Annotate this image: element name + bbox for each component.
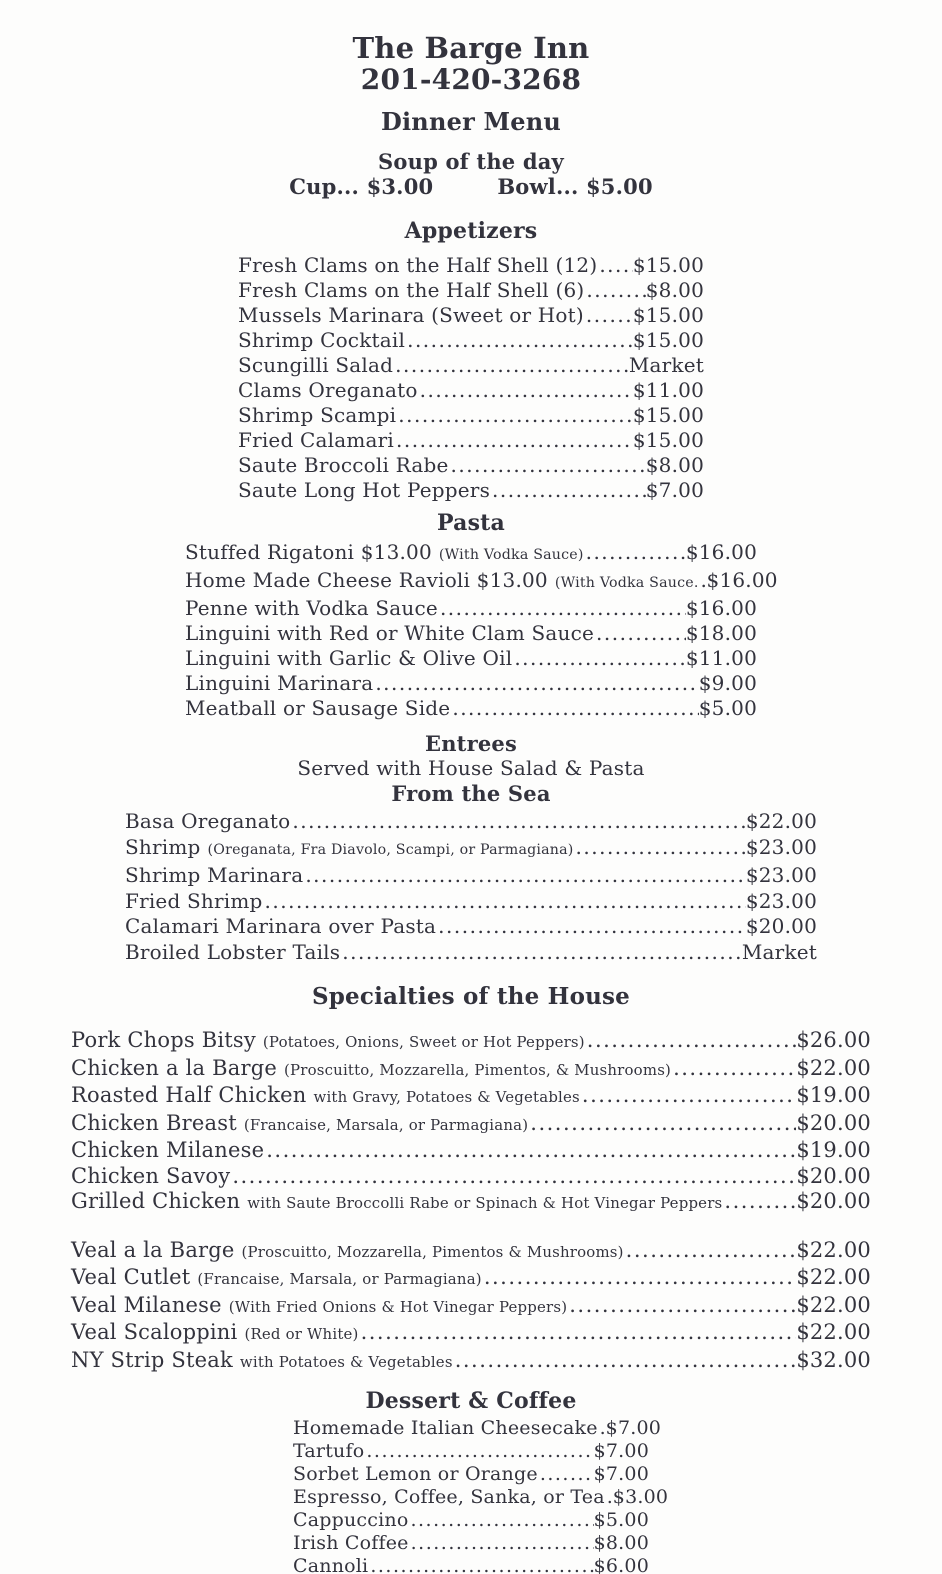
dot-leader — [396, 403, 633, 428]
dot-leader — [418, 378, 633, 403]
menu-item-name: Home Made Cheese Ravioli $13.00 — [185, 568, 548, 592]
menu-item-row — [238, 453, 704, 478]
menu-item-price: $15.00 — [632, 303, 704, 327]
menu-item-row — [71, 1348, 871, 1376]
dot-leader — [580, 1083, 796, 1109]
menu-item-row — [71, 1083, 871, 1111]
menu-item-row — [293, 1417, 662, 1440]
dot-leader — [567, 1293, 796, 1319]
menu-item-row — [293, 1532, 649, 1555]
menu-item-row — [71, 1320, 871, 1348]
menu-item-price: $23.00 — [745, 834, 817, 859]
menu-item-row — [185, 540, 757, 568]
menu-item-price: $22.00 — [796, 1320, 871, 1344]
section-dessert — [0, 1388, 942, 1574]
menu-item-note: (Francaise, Marsala, or Parmagiana) — [243, 1115, 529, 1134]
menu-item-row — [293, 1440, 649, 1463]
menu-item-note: with Potatoes & Vegetables — [239, 1352, 453, 1371]
menu-item-price: $32.00 — [796, 1347, 871, 1372]
menu-item-name: Sorbet Lemon or Orange — [293, 1463, 538, 1485]
soup-cup-label: Cup... — [289, 174, 360, 199]
menu-item-row — [71, 1293, 871, 1321]
menu-item-row — [71, 1111, 871, 1139]
menu-item-price: $7.00 — [593, 1463, 649, 1485]
menu-item-price: $15.00 — [632, 253, 704, 277]
menu-header — [0, 32, 942, 136]
menu-item-row — [71, 1056, 871, 1084]
menu-item-price: $19.00 — [796, 1138, 871, 1162]
dot-leader — [574, 835, 746, 861]
dot-leader — [453, 1348, 797, 1374]
menu-item-row — [185, 621, 757, 646]
menu-item-row — [293, 1509, 649, 1532]
menu-item-row — [293, 1463, 649, 1486]
menu-item-row — [71, 1189, 871, 1217]
menu-item-name: Linguini Marinara — [185, 671, 374, 695]
menu-item-name: Shrimp Scampi — [238, 403, 397, 427]
menu-item-row — [238, 428, 704, 453]
dot-leader — [340, 940, 742, 966]
menu-item-price: $8.00 — [645, 453, 704, 477]
menu-item-name: Shrimp Marinara — [125, 863, 304, 887]
dot-leader — [364, 1440, 593, 1463]
dot-leader — [373, 671, 698, 696]
menu-item-name: Veal a la Barge — [71, 1237, 235, 1262]
specialties-heading: Specialties of the House — [311, 983, 631, 1010]
dot-leader — [594, 621, 686, 646]
menu-item-name: Linguini with Red or White Clam Sauce — [185, 621, 595, 645]
dot-leader — [671, 1056, 796, 1082]
menu-item-name: Irish Coffee — [293, 1532, 409, 1554]
menu-item-row — [125, 940, 817, 966]
restaurant-name: The Barge Inn — [352, 31, 590, 65]
dot-leader — [409, 1532, 594, 1555]
menu-item-row — [125, 863, 817, 889]
menu-item-price: $16.00 — [685, 540, 757, 564]
menu-item-note: (Potatoes, Onions, Sweet or Hot Peppers) — [262, 1033, 585, 1051]
menu-item-price: $22.00 — [796, 1292, 871, 1317]
menu-item-note: with Saute Broccolli Rabe or Spinach & Hot Vinegar Peppers — [247, 1194, 723, 1212]
menu-item-row — [293, 1555, 649, 1574]
menu-item-name: Basa Oreganato — [125, 809, 291, 833]
menu-item-name: NY Strip Steak — [71, 1347, 233, 1372]
menu-item-name: Cappuccino — [293, 1509, 409, 1531]
menu-item-price: $18.00 — [685, 621, 757, 645]
menu-item-row — [125, 809, 817, 835]
menu-item-row — [71, 1164, 871, 1190]
menu-item-name: Fried Shrimp — [125, 888, 263, 913]
menu-item-row — [238, 303, 704, 328]
menu-item-price: $7.00 — [593, 1440, 649, 1462]
dot-leader — [359, 1320, 797, 1346]
menu-item-price: $5.00 — [698, 696, 757, 720]
dessert-heading: Dessert & Coffee — [365, 1388, 577, 1414]
menu-item-row — [71, 1028, 871, 1056]
pasta-heading: Pasta — [436, 510, 505, 536]
menu-item-row — [238, 353, 704, 378]
menu-item-price: $6.00 — [593, 1555, 649, 1574]
menu-item-name: Fried Calamari — [238, 428, 395, 452]
appetizers-list — [238, 253, 704, 503]
dot-leader — [584, 303, 633, 328]
dot-leader — [528, 1111, 796, 1137]
menu-item-name: Grilled Chicken — [71, 1189, 241, 1213]
menu-item-row — [238, 278, 704, 303]
specialties-house-list — [71, 1028, 871, 1217]
menu-item-row — [185, 671, 757, 696]
menu-item-note: (With Vodka Sauce. — [554, 575, 699, 591]
menu-item-price: Market — [628, 353, 704, 377]
menu-item-price: $19.00 — [796, 1083, 871, 1107]
dot-leader — [585, 1028, 797, 1054]
menu-item-price: $8.00 — [645, 278, 704, 302]
dot-leader — [490, 478, 646, 503]
menu-item-row — [125, 835, 817, 864]
menu-item-row — [71, 1265, 871, 1293]
menu-item-name: Homemade Italian Cheesecake — [293, 1417, 598, 1439]
section-pasta — [0, 510, 942, 721]
menu-item-price: $22.00 — [745, 809, 817, 833]
menu-item-row — [238, 253, 704, 278]
menu-item-note: (With Vodka Sauce) — [438, 547, 584, 563]
menu-item-name: Fresh Clams on the Half Shell (12) — [238, 253, 598, 277]
menu-item-name: Scungilli Salad — [238, 353, 394, 377]
dot-leader — [408, 1509, 593, 1532]
dot-leader — [722, 1189, 796, 1215]
dot-leader — [264, 1138, 796, 1164]
menu-item-row — [238, 403, 704, 428]
section-entrees — [0, 731, 942, 965]
menu-item-price: $22.00 — [796, 1237, 871, 1262]
menu-item-name: Chicken Breast — [71, 1110, 237, 1135]
menu-item-row — [238, 478, 704, 503]
menu-item-row — [185, 646, 757, 671]
menu-item-price: $23.00 — [745, 863, 817, 887]
menu-item-name: Saute Long Hot Peppers — [238, 478, 491, 502]
menu-item-note: (Red or White) — [244, 1325, 359, 1343]
menu-item-price: $11.00 — [632, 378, 704, 402]
menu-title: Dinner Menu — [380, 107, 562, 136]
menu-item-price: $16.00 — [685, 596, 757, 620]
menu-item-name: Mussels Marinara (Sweet or Hot) — [238, 303, 584, 327]
menu-item-name: Broiled Lobster Tails — [125, 939, 341, 964]
dot-leader — [438, 596, 686, 621]
menu-item-note: (With Fried Onions & Hot Vinegar Peppers) — [228, 1297, 568, 1316]
dot-leader — [230, 1164, 796, 1190]
dot-leader — [597, 253, 632, 278]
soup-bowl-label: Bowl... — [497, 174, 579, 199]
menu-item-name: Pork Chops Bitsy — [71, 1028, 256, 1052]
soup-cup-price: $3.00 — [366, 174, 434, 199]
soup-bowl-price: $5.00 — [586, 174, 653, 199]
pasta-list — [185, 540, 778, 721]
menu-item-name: Veal Cutlet — [71, 1265, 191, 1289]
section-specialties — [0, 983, 942, 1375]
menu-item-row — [238, 328, 704, 353]
dot-leader — [605, 1486, 613, 1509]
menu-item-name: Chicken Milanese — [71, 1138, 265, 1162]
menu-item-note: (Proscuitto, Mozzarella, Pimentos & Mushrooms) — [241, 1242, 624, 1261]
menu-item-price: Market — [741, 939, 817, 964]
dot-leader — [699, 568, 707, 593]
menu-item-name: Chicken Savoy — [71, 1163, 231, 1188]
soup-option-cup — [289, 174, 433, 200]
menu-item-row — [185, 568, 778, 596]
menu-item-name: Saute Broccoli Rabe — [238, 453, 449, 477]
dot-leader — [538, 1463, 594, 1486]
menu-item-row — [71, 1138, 871, 1164]
dot-leader — [598, 1417, 606, 1440]
menu-item-name: Cannoli — [293, 1555, 369, 1574]
menu-item-price: $15.00 — [632, 428, 704, 452]
menu-item-row — [185, 696, 757, 721]
menu-item-note: (Francaise, Marsala, or Parmagiana) — [197, 1270, 482, 1288]
menu-item-price: $11.00 — [685, 646, 757, 670]
menu-item-price: $15.00 — [632, 328, 704, 352]
menu-item-price: $20.00 — [796, 1110, 871, 1135]
menu-item-price: $5.00 — [593, 1509, 649, 1531]
dot-leader — [394, 428, 633, 453]
appetizers-heading: Appetizers — [404, 218, 538, 244]
menu-item-name: Espresso, Coffee, Sanka, or Tea — [293, 1486, 605, 1508]
menu-item-price: $7.00 — [605, 1417, 662, 1439]
dot-leader — [263, 889, 746, 915]
dessert-list — [293, 1417, 669, 1574]
menu-item-name: Shrimp Cocktail — [238, 328, 406, 352]
soup-option-bowl — [497, 174, 652, 200]
menu-item-row — [185, 596, 757, 621]
menu-item-price: $7.00 — [645, 478, 704, 502]
menu-item-price: $26.00 — [796, 1028, 871, 1052]
menu-item-price: $22.00 — [796, 1265, 871, 1289]
menu-item-price: $9.00 — [698, 671, 757, 695]
menu-item-note: (Proscuitto, Mozzarella, Pimentos, & Mushrooms) — [284, 1060, 672, 1079]
menu-item-note: with Gravy, Potatoes & Vegetables — [313, 1088, 580, 1106]
menu-item-price: $16.00 — [706, 568, 778, 592]
menu-item-row — [238, 378, 704, 403]
menu-item-price: $3.00 — [612, 1486, 669, 1508]
menu-item-name: Shrimp — [125, 834, 201, 859]
dot-leader — [405, 328, 633, 353]
menu-item-price: $15.00 — [632, 403, 704, 427]
dot-leader — [482, 1265, 797, 1291]
menu-item-price: $20.00 — [745, 914, 817, 938]
menu-item-name: Veal Milanese — [71, 1292, 222, 1317]
menu-item-name: Calamari Marinara over Pasta — [125, 914, 437, 938]
menu-item-price: $22.00 — [796, 1055, 871, 1080]
menu-item-row — [125, 914, 817, 940]
specialties-veal-list — [71, 1238, 871, 1376]
dot-leader — [584, 278, 645, 303]
menu-item-name: Linguini with Garlic & Olive Oil — [185, 646, 513, 670]
menu-item-name: Chicken a la Barge — [71, 1055, 277, 1080]
menu-item-name: Stuffed Rigatoni $13.00 — [185, 540, 432, 564]
dot-leader — [303, 863, 746, 889]
dot-leader — [449, 453, 646, 478]
dot-leader — [584, 540, 686, 565]
dot-leader — [290, 809, 745, 835]
menu-item-name: Tartufo — [293, 1440, 365, 1462]
from-the-sea-list — [125, 809, 817, 965]
dot-leader — [393, 353, 629, 378]
menu-item-name: Veal Scaloppini — [71, 1320, 238, 1344]
menu-item-row — [125, 889, 817, 915]
menu-item-row — [293, 1486, 669, 1509]
menu-item-price: $20.00 — [796, 1189, 871, 1213]
section-appetizers — [0, 218, 942, 503]
menu-item-name: Roasted Half Chicken — [71, 1083, 307, 1107]
menu-item-price: $20.00 — [796, 1163, 871, 1188]
entrees-note: Served with House Salad & Pasta — [297, 756, 645, 780]
menu-item-note: (Oreganata, Fra Diavolo, Scampi, or Parmagiana) — [207, 841, 574, 858]
phone-number: 201-420-3268 — [360, 63, 582, 96]
from-the-sea-heading: From the Sea — [391, 781, 551, 806]
menu-item-name: Fresh Clams on the Half Shell (6) — [238, 278, 585, 302]
soup-heading: Soup of the day — [378, 149, 564, 174]
soup-options — [0, 174, 942, 200]
menu-item-row — [71, 1238, 871, 1266]
dot-leader — [436, 914, 746, 940]
menu-item-price: $23.00 — [745, 888, 817, 913]
section-soup — [0, 150, 942, 200]
dot-leader — [512, 646, 686, 671]
menu-item-name: Meatball or Sausage Side — [185, 696, 451, 720]
entrees-heading: Entrees — [425, 731, 517, 756]
menu-item-name: Penne with Vodka Sauce — [185, 596, 438, 620]
dot-leader — [368, 1555, 593, 1574]
menu-item-price: $8.00 — [593, 1532, 649, 1554]
dot-leader — [624, 1238, 797, 1264]
dot-leader — [450, 696, 698, 721]
menu-item-name: Clams Oreganato — [238, 378, 418, 402]
